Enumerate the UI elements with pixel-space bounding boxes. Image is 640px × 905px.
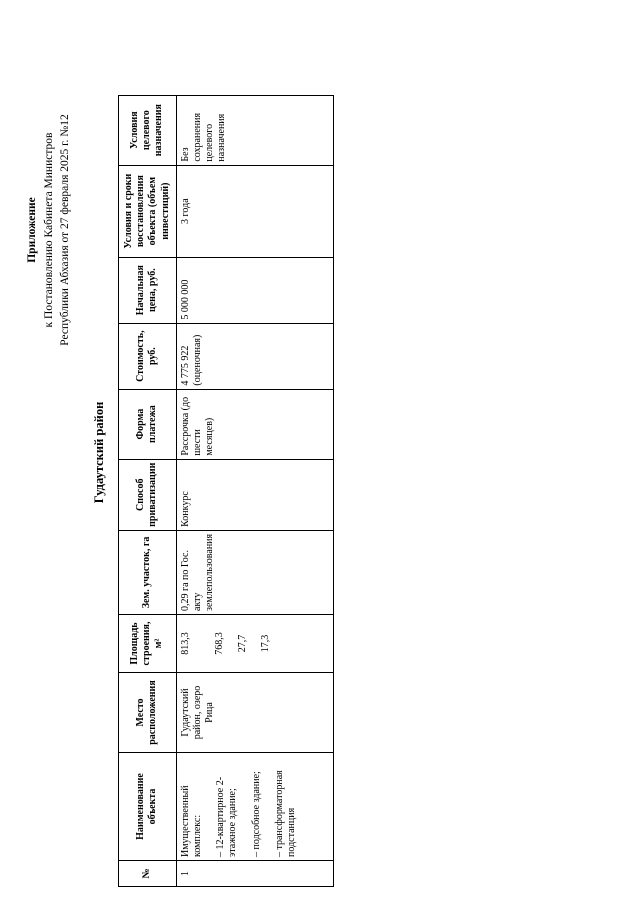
cell-payment-form: Рассрочка (до шести месяцев) bbox=[176, 389, 333, 459]
cell-cost: 4 775 922 (оценочная) bbox=[176, 323, 333, 389]
area-value-3: 27,7 bbox=[237, 634, 249, 653]
area-value-2: 768,3 bbox=[213, 632, 225, 655]
col-header-land-plot: Зем. участок, га bbox=[119, 530, 177, 614]
cell-row-number: 1 bbox=[176, 861, 333, 887]
object-spacer-1 bbox=[204, 756, 215, 857]
header-line-1: Приложение bbox=[26, 197, 38, 263]
area-value-4: 17,3 bbox=[260, 634, 272, 653]
cell-location: Гудаутский район, озеро Рица bbox=[176, 673, 333, 753]
col-header-purpose: Условия целевого назначения bbox=[119, 95, 177, 165]
header-line-3: Республики Абхазия от 27 февраля 2025 г. №12 bbox=[59, 114, 72, 346]
cell-object bbox=[176, 753, 333, 861]
col-header-cost: Стоимость, руб. bbox=[119, 323, 177, 389]
cell-initial-price: 5 000 000 bbox=[176, 257, 333, 323]
object-line-4: – трансформаторная подстанция bbox=[273, 770, 297, 857]
document-header bbox=[24, 25, 74, 435]
col-header-object: Наименование объекта bbox=[119, 753, 177, 861]
cell-purpose: Без сохранения целевого назначения bbox=[176, 95, 333, 165]
area-spacer-3 bbox=[249, 618, 260, 669]
col-header-building-area: Площадь строения, м² bbox=[119, 615, 177, 673]
col-header-initial-price: Начальная цена, руб. bbox=[119, 257, 177, 323]
cell-restoration: 3 года bbox=[176, 165, 333, 257]
section-title: Гудаутский район bbox=[92, 401, 106, 504]
cell-method: Конкурс bbox=[176, 459, 333, 530]
col-header-method: Способ приватизации bbox=[119, 459, 177, 530]
object-line-1: Имущественный комплекс: bbox=[179, 785, 203, 857]
object-line-2: – 12-квартирное 2-этажное здание; bbox=[215, 776, 239, 857]
privatization-table bbox=[118, 95, 334, 887]
header-line-2: к Постановлению Кабинета Министров bbox=[42, 132, 55, 328]
col-header-location: Место расположения bbox=[119, 673, 177, 753]
col-header-payment-form: Форма платежа bbox=[119, 389, 177, 459]
cell-building-areas bbox=[176, 615, 333, 673]
area-spacer-2 bbox=[226, 618, 237, 669]
area-spacer-1 bbox=[192, 618, 214, 669]
object-spacer-2 bbox=[240, 756, 251, 857]
cell-land-plot: 0,29 га по Гос. акту землепользования bbox=[176, 530, 333, 614]
col-header-num: № bbox=[119, 861, 177, 887]
area-value-1: 813,3 bbox=[179, 632, 191, 655]
table-row bbox=[176, 95, 333, 886]
object-spacer-3 bbox=[263, 756, 274, 857]
object-line-3: – подсобное здание; bbox=[250, 771, 262, 857]
table-header-row bbox=[119, 95, 177, 886]
col-header-restoration: Условия и сроки восстановления объекта (объем инвестиций) bbox=[119, 165, 177, 257]
